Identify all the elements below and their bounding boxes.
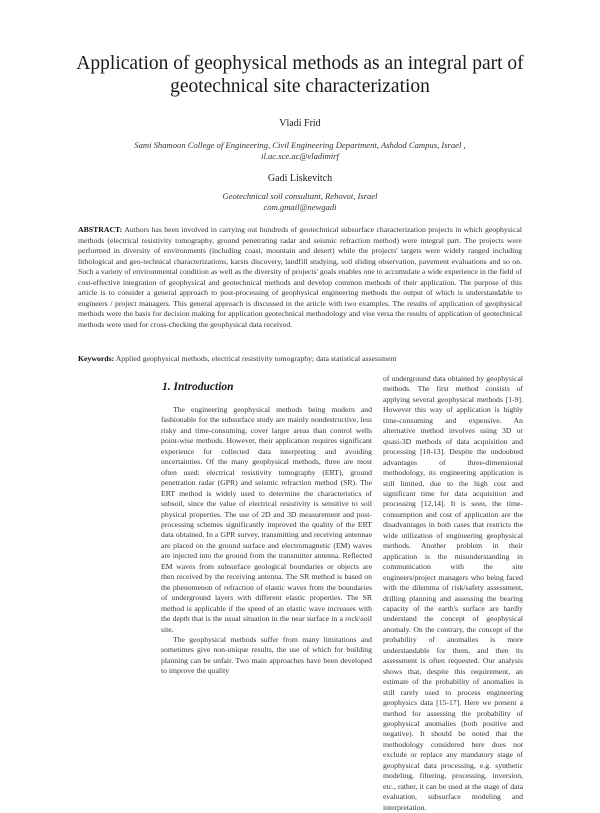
abstract-text: Authors has been involved in carrying out hundreds of geotechnical subsurface characterization projects in which geophysical methods (electrical resistivity tomography, ground penetrating radar and seismic refraction method) were integral part. The projects were performed in diversity of environments (including coast, mountain and desert) while the projects' targets were widely ranged including lithological and geo-technical characterizations, karsts discovery, landfill studying, soil sliding observation, pavement evaluations and so on. Such a variety of environmental condition as well as the diversity of projects' goals enables one to accumulate a wide experience in the field of cost-effective integration of geophysical and geotechnical methods and develop common methods of their application. The purpose of this article is to consider a general approach to post-processing of geophysical engineering methods the output of which is understandable to engineers / project managers. This general approach is discussed in the article with two examples. The results of application of geophysical methods were the basis for decision making for application geotechnical methodology and vise versa the results of application of geotechnical methods were used for cross-checking the geophysical data received. (78, 225, 522, 329)
left-column (161, 405, 372, 677)
keywords (78, 354, 522, 365)
author-affiliation (80, 191, 520, 213)
section-heading: 1. Introduction (162, 381, 234, 393)
paragraph: The geophysical methods suffer from many limitations and sometimes give non-unique results, the use of which for building planning can be unfair. Two main approaches have been developed to improve the quality (161, 634, 372, 676)
paragraph: The engineering geophysical methods being modern and fashionable for the subsurface study are mainly nondestructive, less risky and time-consuming, cover larger areas than control wells point-wise methods. However, their application requires significant experience for collected data interpreting and avoiding uncertainties. Of the many geophysical methods, three are most often used: electrical resistivity tomography (ERT), ground penetration radar (GPR) and seismic refraction method (SR). The ERT method is widely used to determine the characteristics of subsoil, since the value of electrical resistivity is sensitive to soil physical properties. The use of 2D and 3D measurement and post-processing schemes significantly improved the quality of the ERT data obtained. In a GPR survey, transmitting and receiving antennae are placed on the ground surface and electromagnetic (EM) waves are injected into the ground from the transmitter antenna. Reflected EM waves from subsurface geological boundaries or objects are then received by the receiving antenna. The SR method is based on the phenomenon of refraction of elastic waves from the boundaries of underground layers with different elastic properties. The SR method is applicable if the speed of an elastic wave increases with the depth that is the usual situation in the near surface in a rock\soil site. (161, 405, 372, 634)
author-email: com.gmail@newgadi (263, 202, 337, 212)
author-name: Vladi Frid (279, 118, 321, 129)
right-column (383, 374, 523, 813)
paragraph: of underground data obtained by geophysical methods. The first method consists of applying several geophysical methods [1-9]. However this way of application is highly time-consuming and expensive. An alternative method involves using 3D or quasi-3D methods of data acquisition and processing [10-13]. Despite the undoubted advantages of three-dimensional methodology, its engineering application is still limited, due to the high cost and significant time for data acquisition and processing [12,14]. It is seen, the time-consumption and cost of application are the disadvantages in both cases that restricts the wide utilization of engineering geophysical methods. Another problem in their application is the misunderstanding in communication with the site engineers/project managers who being faced with the dilemma of risk/safety assessment, drilling planning and assessing the bearing capacity of the earth's surface are hardly understand the concept of geophysical anomaly. On the contrary, the concept of the probability of anomalies is more understandable for them, and then its assessment is often requested. Our analysis shows that, despite this requirement, an estimate of the probability of anomalies is still rarely used to process engineering geophysics data [15-17]. Here we present a method for assessing the probability of geophysical anomalies (both positive and negative). It should be noted that the methodology considered here does not exclude or replace any mandatory stage of geophysical data processing, e.g. synthetic modeling, filtering, processing, inversion, etc., rather, it can be used at the stage of data evaluation, subsurface modeling and interpretation. (383, 374, 523, 812)
affiliation-line: Geotechnical soil consultant, Rehovot, Israel (222, 191, 378, 201)
affiliation-line: Sami Shamoon College of Engineering, Civil Engineering Department, Ashdod Campus, Israel , (134, 140, 466, 150)
abstract (78, 225, 522, 330)
keywords-text: Applied geophysical methods, electrical resistivity tomography; data statistical assessment (115, 354, 397, 363)
paper-title: Application of geophysical methods as an integral part of geotechnical site characterization (76, 53, 524, 97)
author-email: il.ac.sce.ac@vladimirf (261, 151, 339, 161)
keywords-label: Keywords: (78, 354, 115, 363)
abstract-label: ABSTRACT: (78, 225, 123, 234)
author-name: Gadi Liskevitch (267, 173, 333, 184)
author-affiliation (80, 140, 520, 162)
